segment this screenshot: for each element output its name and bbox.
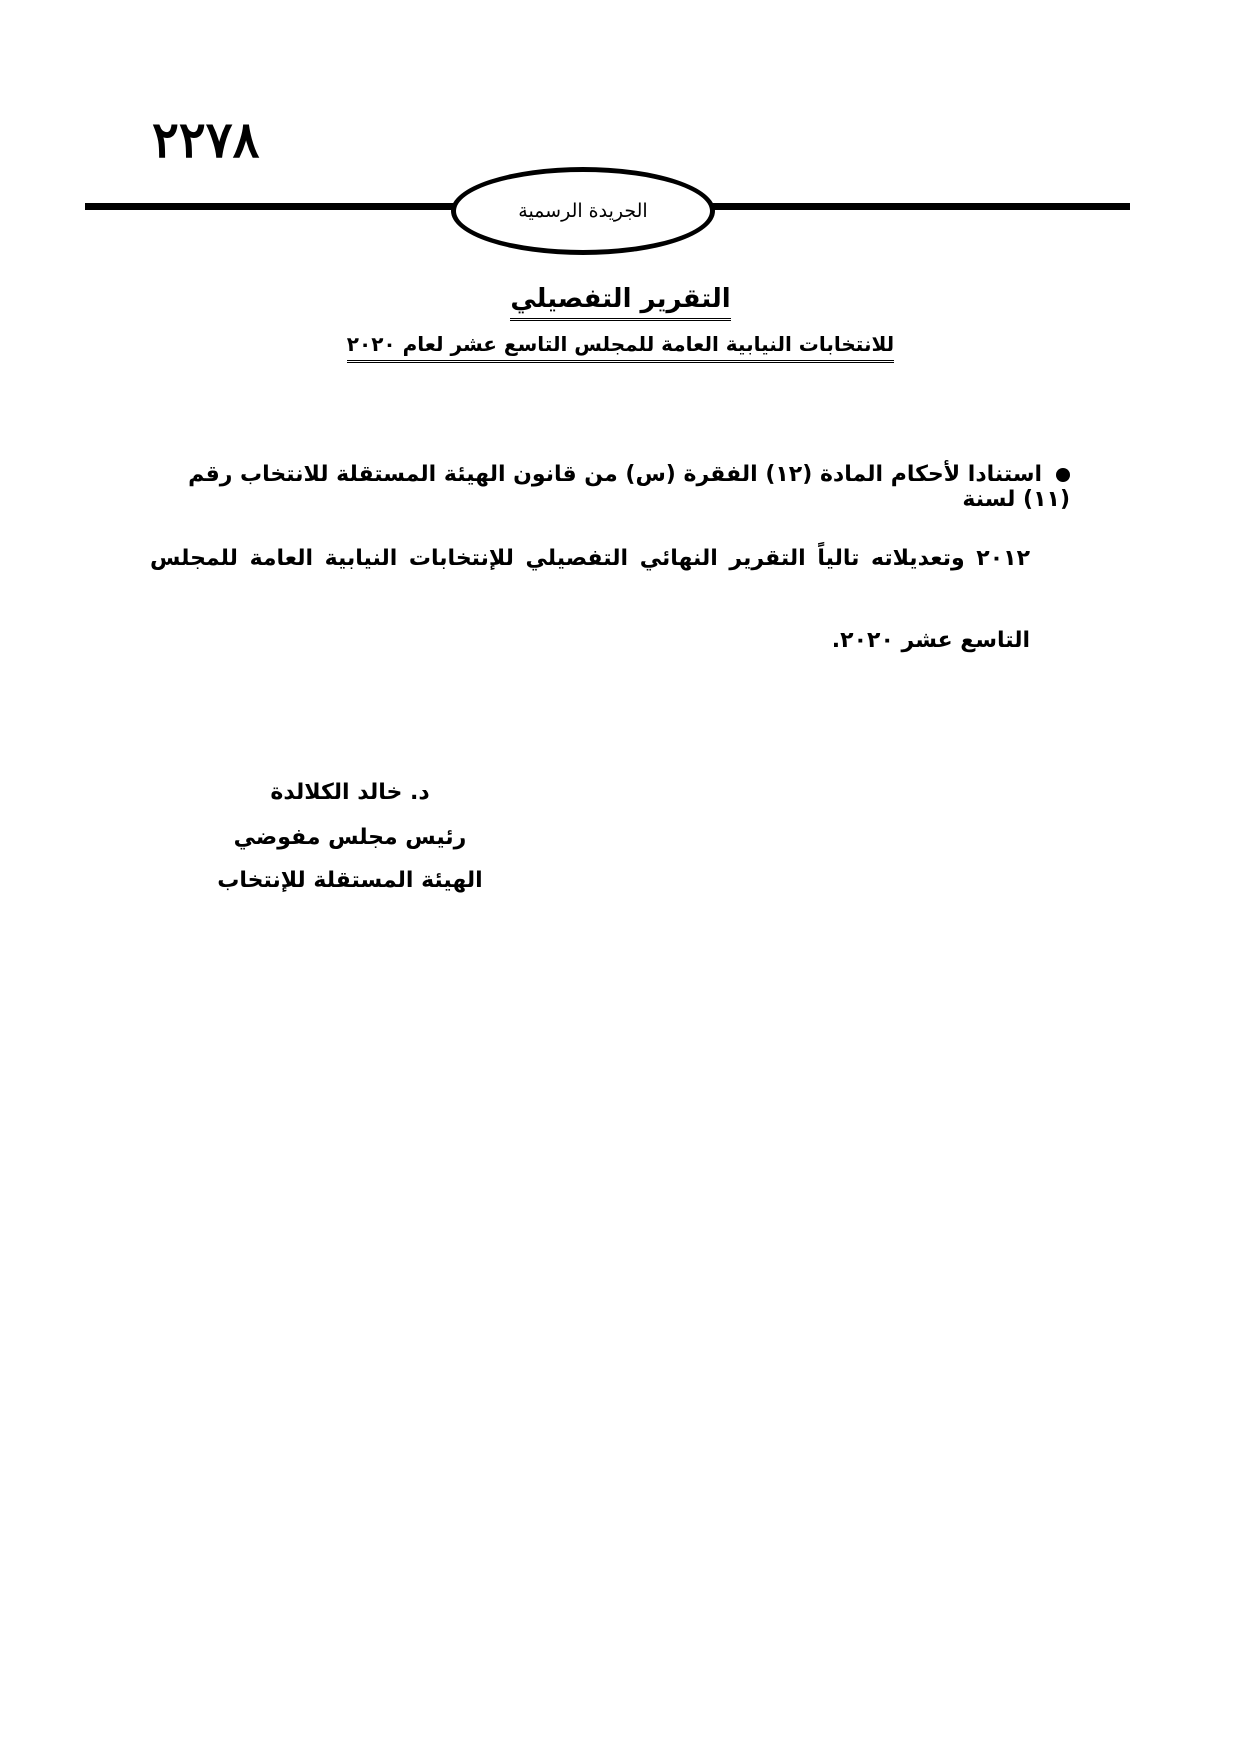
signature-title: رئيس مجلس مفوضي <box>233 825 467 850</box>
body-paragraph-line-3: التاسع عشر ٢٠٢٠. <box>831 628 1030 653</box>
page-number: ٢٢٧٨ <box>152 110 260 169</box>
signature-name: د. خالد الكلالدة <box>270 780 430 805</box>
report-subtitle <box>0 332 1241 363</box>
header-rule-left <box>85 203 460 210</box>
body-paragraph-line-1 <box>150 462 1070 512</box>
header-rule-right <box>712 203 1130 210</box>
report-title-text: التقرير التفصيلي <box>510 284 730 321</box>
gazette-ellipse <box>451 167 715 255</box>
gazette-label: الجريدة الرسمية <box>518 200 648 222</box>
report-title <box>0 284 1241 321</box>
body-paragraph-line-2: ٢٠١٢ وتعديلاته تالياً التقرير النهائي التفصيلي للإنتخابات النيابية العامة للمجلس <box>150 546 1030 571</box>
body-line-1-text: استنادا لأحكام المادة (١٢) الفقرة (س) من قانون الهيئة المستقلة للانتخاب رقم (١١) لسنة <box>188 462 1070 512</box>
signature-organization: الهيئة المستقلة للإنتخاب <box>217 868 483 893</box>
report-subtitle-text: للانتخابات النيابية العامة للمجلس التاسع عشر لعام ٢٠٢٠ <box>347 332 894 363</box>
bullet-icon <box>1056 468 1070 482</box>
